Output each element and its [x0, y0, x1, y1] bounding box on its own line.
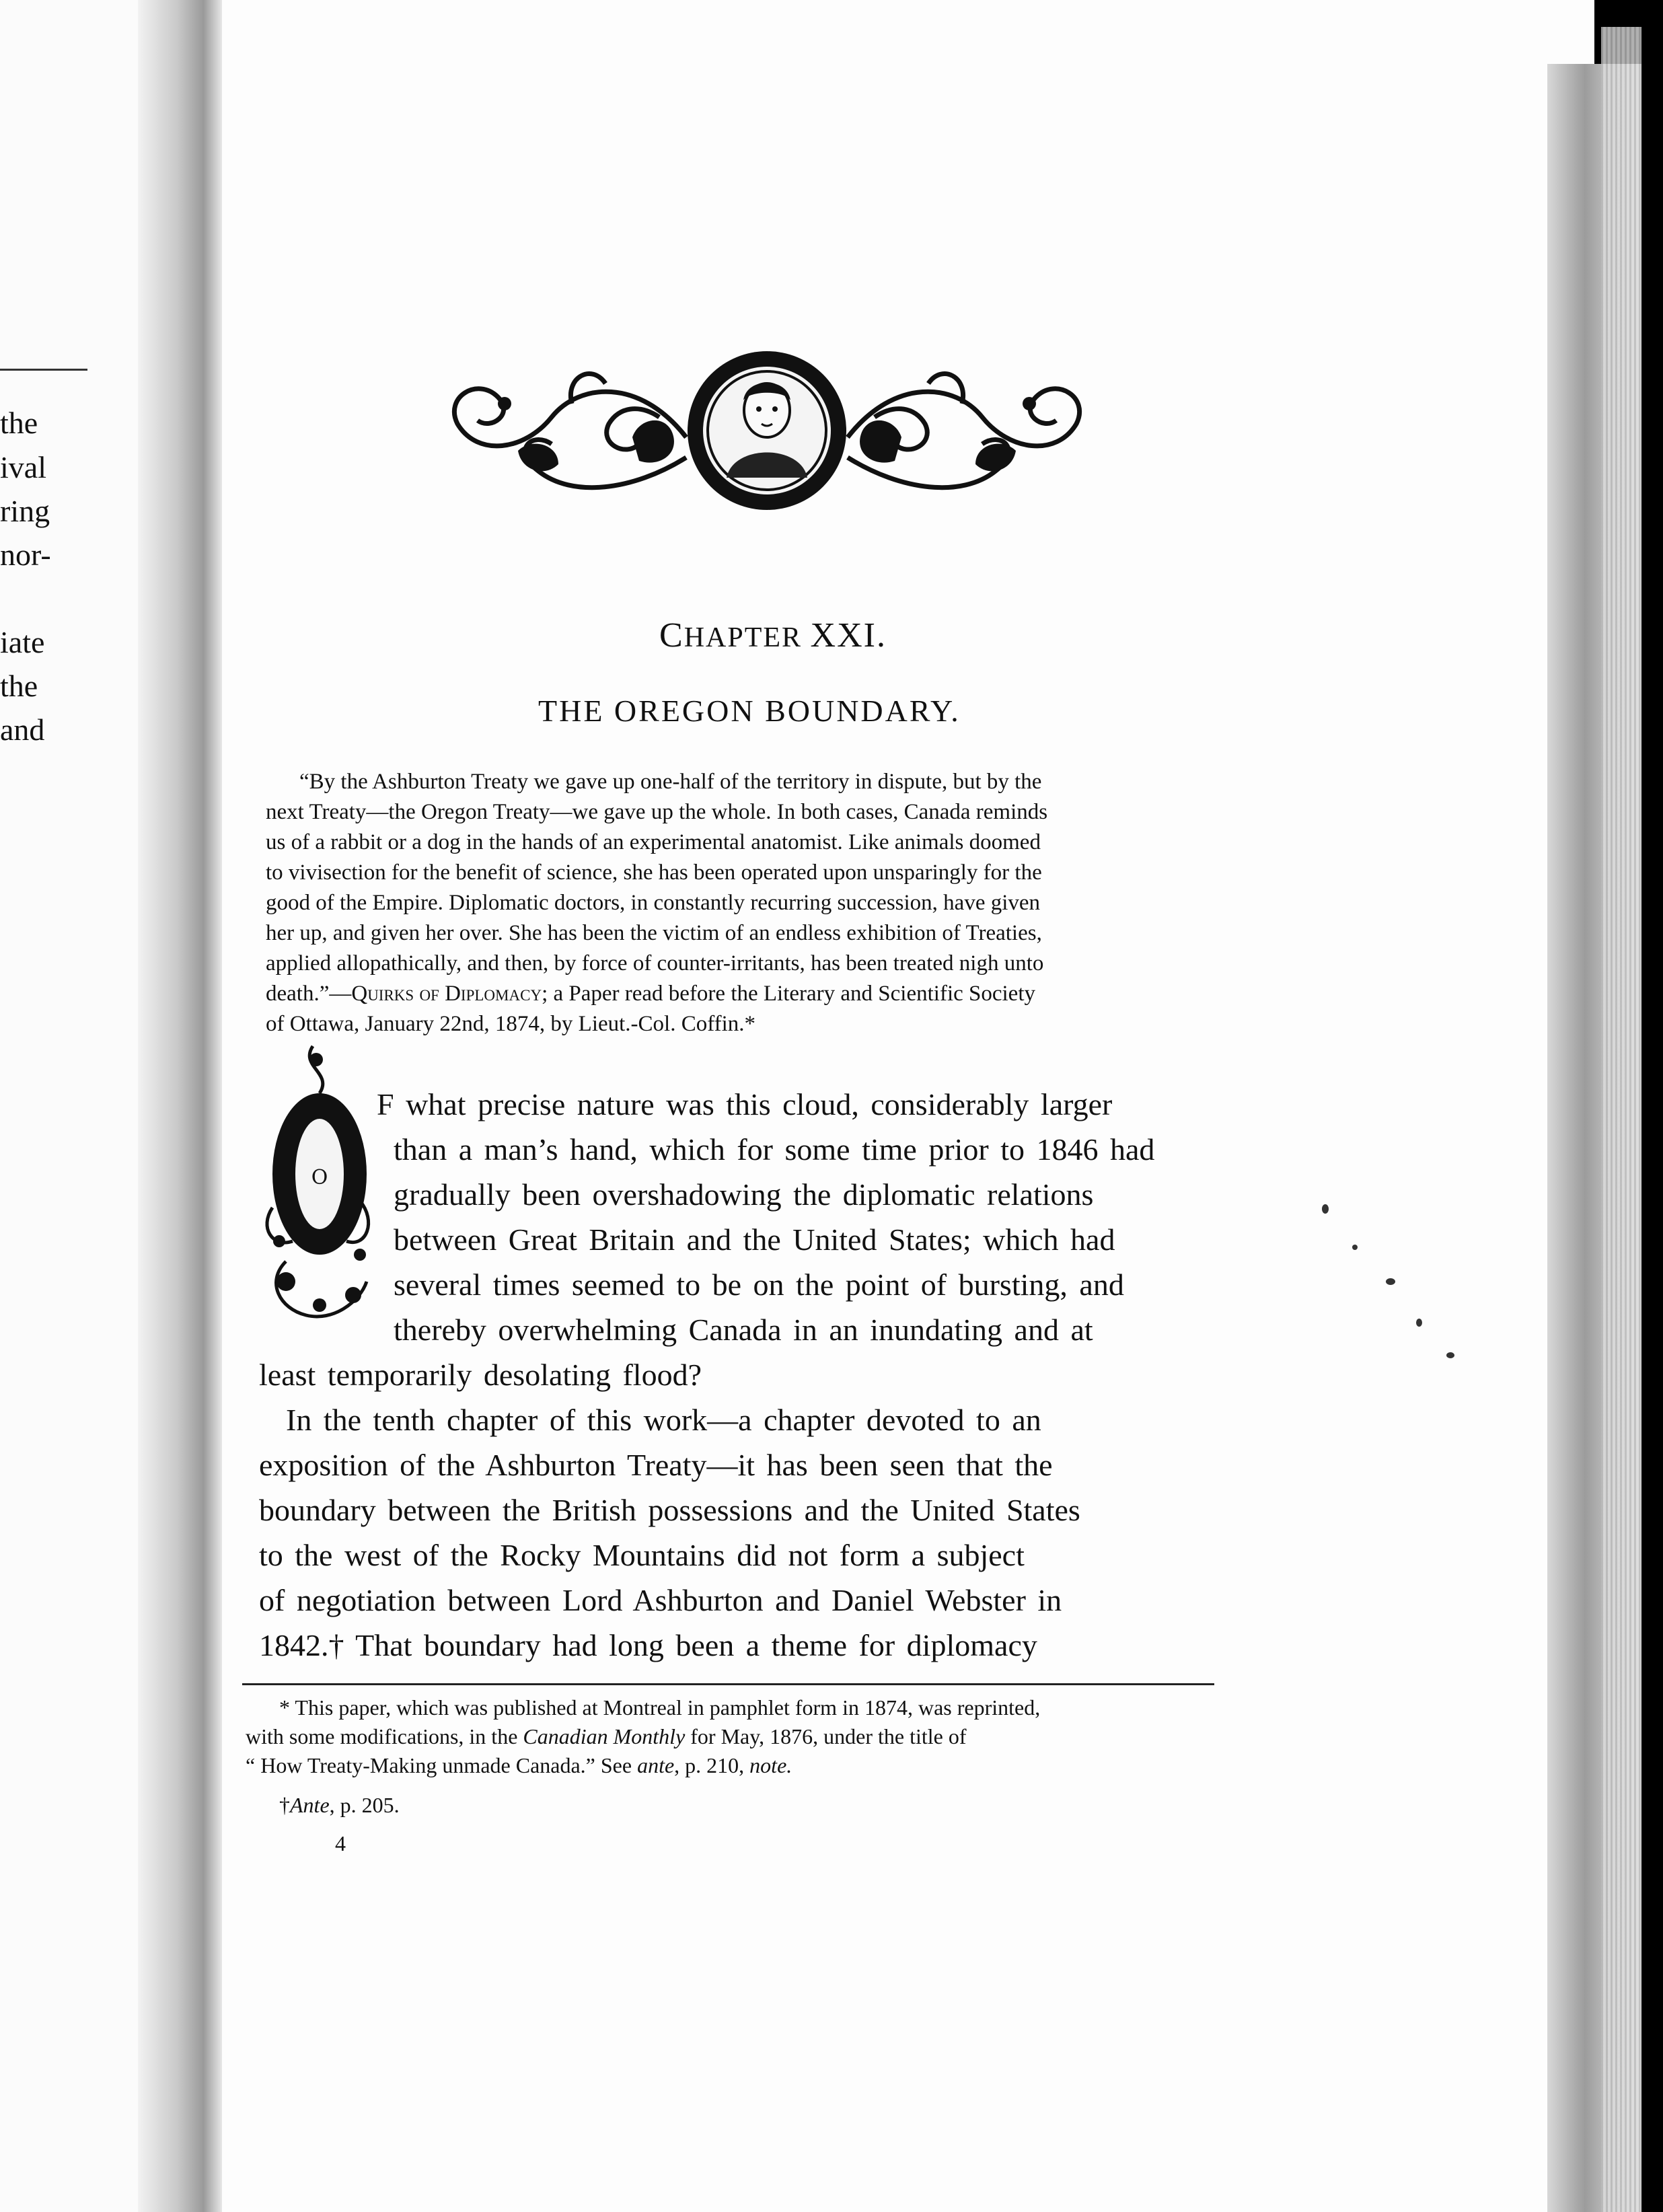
footnote-ref: note. — [749, 1753, 792, 1777]
chapter-ornament-headpiece — [437, 336, 1097, 518]
left-page-fragment: nor- — [0, 538, 51, 572]
body-line: least temporarily desolating flood? — [259, 1358, 702, 1392]
epigraph-source-title: Quirks of Diplomacy — [351, 982, 542, 1006]
footnote-ref: ante — [637, 1753, 675, 1777]
body-line: between Great Britain and the United States; which had — [394, 1222, 1115, 1257]
chapter-title: THE OREGON BOUNDARY. — [538, 694, 961, 728]
epigraph-text: ; a Paper read before the Literary and Scientific Society — [542, 982, 1035, 1006]
epigraph-line: “By the Ashburton Treaty we gave up one-half of the territory in dispute, but by the — [299, 770, 1042, 794]
page-stack-lines — [1601, 27, 1641, 2212]
chapter-heading — [659, 616, 887, 655]
epigraph-text: death.”— — [266, 982, 352, 1006]
footnote-text: “ How Treaty-Making unmade Canada.” See — [246, 1753, 638, 1777]
epigraph-line: good of the Empire. Diplomatic doctors, in constantly recurring succession, have given — [266, 891, 1041, 915]
left-page-fragment: ival — [0, 450, 46, 484]
footnote-line — [279, 1793, 400, 1818]
book-gutter-shadow — [138, 0, 225, 2212]
body-line: several times seemed to be on the point of bursting, and — [394, 1267, 1124, 1302]
chapter-heading-initial: C — [659, 616, 684, 655]
decorative-drop-cap — [259, 1039, 377, 1325]
body-line: F what precise nature was this cloud, considerably larger — [377, 1087, 1113, 1121]
footnote-line — [246, 1724, 967, 1749]
footnote-ref: Ante — [290, 1793, 330, 1817]
epigraph-line: us of a rabbit or a dog in the hands of an experimental anatomist. Like animals doomed — [266, 830, 1041, 854]
body-line: gradually been overshadowing the diplomatic relations — [394, 1177, 1094, 1212]
left-page-fragment: the — [0, 406, 38, 440]
body-line: exposition of the Ashburton Treaty—it has been seen that the — [259, 1448, 1053, 1482]
footnote-text: with some modifications, in the — [246, 1724, 523, 1748]
left-page-rule — [0, 369, 87, 371]
scan-speck — [1416, 1319, 1422, 1327]
footnote-dagger: † — [279, 1793, 290, 1817]
footnote-rule — [242, 1683, 1214, 1685]
scan-speck — [1386, 1278, 1395, 1285]
body-line: to the west of the Rocky Mountains did not form a subject — [259, 1538, 1025, 1572]
footnote-text: , p. 210, — [674, 1753, 750, 1777]
epigraph-line: next Treaty—the Oregon Treaty—we gave up the whole. In both cases, Canada reminds — [266, 800, 1048, 824]
printer-signature-mark: 4 — [335, 1831, 346, 1855]
left-page-fragment: the — [0, 669, 38, 703]
body-line: 1842.† That boundary had long been a theme for diplomacy — [259, 1628, 1037, 1662]
body-line: of negotiation between Lord Ashburton and Daniel Webster in — [259, 1583, 1062, 1617]
epigraph-line — [266, 979, 1248, 1009]
epigraph-line: her up, and given her over. She has been the victim of an endless exhibition of Treaties, — [266, 921, 1042, 945]
body-line: than a man’s hand, which for some time prior to 1846 had — [394, 1132, 1155, 1167]
chapter-heading-word: HAPTER — [683, 622, 803, 653]
footnote-text: , p. 205. — [329, 1793, 400, 1817]
footnote-publication: Canadian Monthly — [523, 1724, 686, 1748]
footnote-text: for May, 1876, under the title of — [685, 1724, 967, 1748]
body-line: thereby overwhelming Canada in an inundating and at — [394, 1313, 1093, 1347]
drop-cap-letter: O — [311, 1166, 328, 1189]
left-facing-page — [0, 0, 156, 2212]
chapter-number: XXI. — [810, 616, 887, 655]
left-page-fragment: iate — [0, 625, 45, 659]
epigraph — [266, 767, 1248, 1039]
scan-speck — [1352, 1245, 1358, 1250]
epigraph-line: to vivisection for the benefit of science, she has been operated upon unsparingly for the — [266, 860, 1042, 885]
footnote-line — [246, 1753, 792, 1778]
footnote-line: * This paper, which was published at Montreal in pamphlet form in 1874, was reprinted, — [279, 1695, 1041, 1720]
body-line: boundary between the British possessions and the United States — [259, 1493, 1080, 1527]
body-line: In the tenth chapter of this work—a chapter devoted to an — [286, 1403, 1041, 1437]
left-page-fragment: and — [0, 712, 45, 747]
epigraph-line: of Ottawa, January 22nd, 1874, by Lieut.-Col. Coffin.* — [266, 1012, 756, 1036]
epigraph-line: applied allopathically, and then, by force of counter-irritants, has been treated nigh unto — [266, 951, 1044, 975]
scan-speck — [1322, 1204, 1329, 1214]
left-page-fragment: ring — [0, 494, 50, 528]
scan-speck — [1446, 1352, 1454, 1358]
